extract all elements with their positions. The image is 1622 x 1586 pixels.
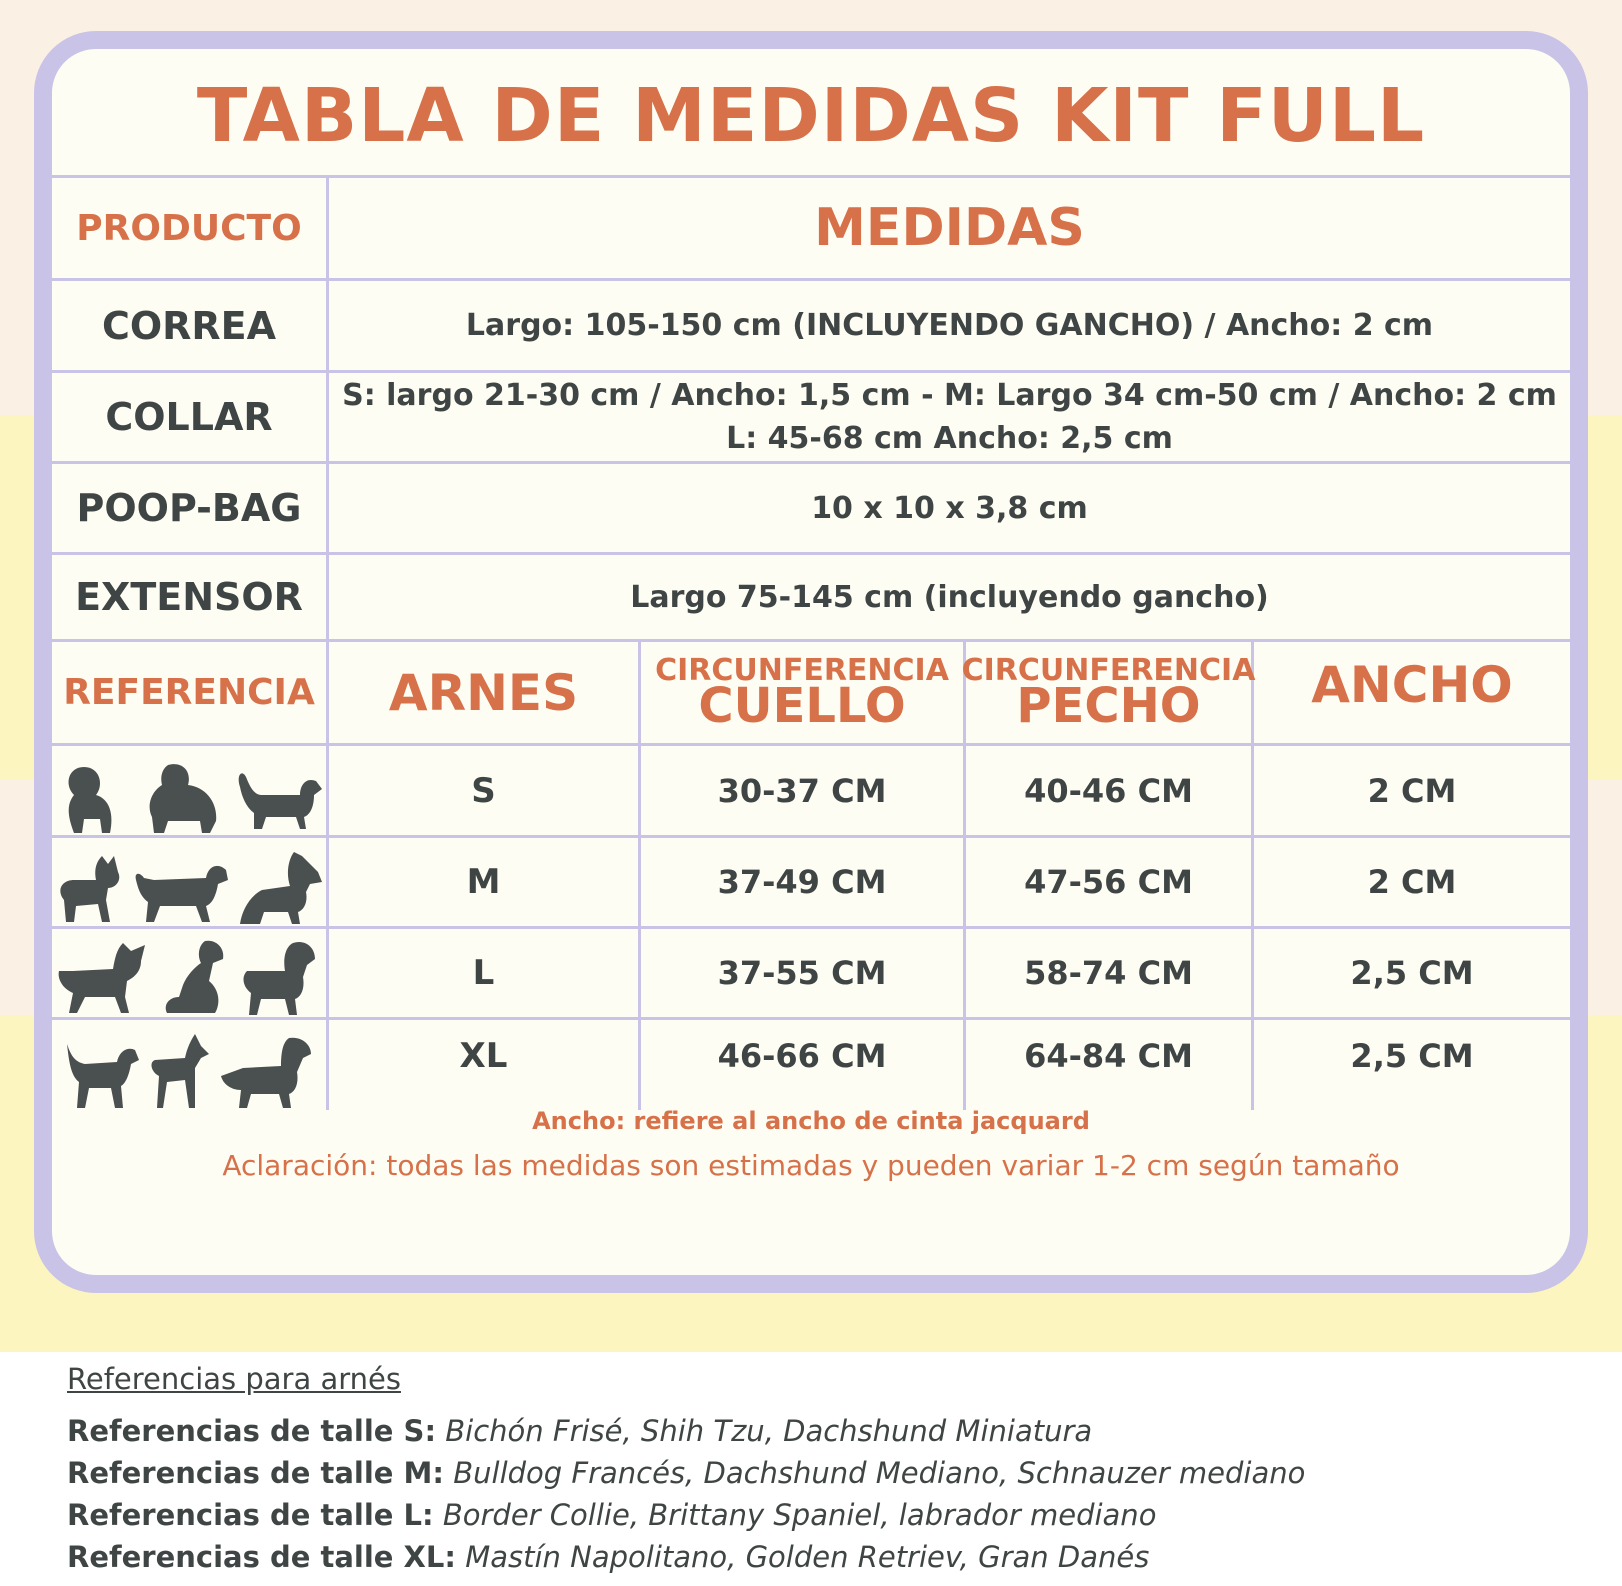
- reference-l: Referencias de talle L: Border Collie, Brittany Spaniel, labrador mediano: [67, 1498, 1157, 1532]
- header-referencia: REFERENCIA: [63, 672, 315, 713]
- size-table-card: [34, 31, 1588, 1293]
- dog-silhouette-icon: [217, 1032, 317, 1110]
- header-medidas: MEDIDAS: [814, 198, 1085, 258]
- reference-xl: Referencias de talle XL: Mastín Napolitano, Golden Retriev, Gran Danés: [67, 1540, 1150, 1574]
- reference-dogs-s: [52, 746, 326, 835]
- product-measure-poop-bag: 10 x 10 x 3,8 cm: [811, 490, 1088, 526]
- reference-dogs-xl: [52, 1020, 326, 1110]
- ancho-s: 2 CM: [1367, 771, 1457, 810]
- cuello-m: 37-49 CM: [717, 863, 887, 901]
- pecho-m: 47-56 CM: [1024, 863, 1193, 901]
- cuello-l: 37-55 CM: [717, 954, 887, 992]
- pecho-xl: 64-84 CM: [1024, 1037, 1193, 1075]
- references-title: Referencias para arnés: [67, 1362, 401, 1396]
- dog-silhouette-icon: [61, 1032, 141, 1110]
- reference-m: Referencias de talle M: Bulldog Francés, Dachshund Mediano, Schnauzer mediano: [67, 1456, 1306, 1490]
- size-xl: XL: [459, 1036, 508, 1076]
- reference-s: Referencias de talle S: Bichón Frisé, Shih Tzu, Dachshund Miniatura: [67, 1414, 1093, 1448]
- size-s: S: [471, 770, 496, 811]
- ancho-xl: 2,5 CM: [1350, 1037, 1474, 1075]
- header-circunferencia-pecho: CIRCUNFERENCIA PECHO: [961, 652, 1256, 734]
- header-ancho: ANCHO: [1311, 655, 1513, 714]
- dog-silhouette-icon: [138, 755, 226, 835]
- header-producto: PRODUCTO: [76, 207, 302, 249]
- dog-silhouette-icon: [145, 1032, 213, 1110]
- ancho-m: 2 CM: [1367, 863, 1457, 901]
- dog-silhouette-icon: [52, 850, 126, 926]
- pecho-l: 58-74 CM: [1024, 954, 1193, 992]
- dog-silhouette-icon: [54, 755, 134, 835]
- page-title: TABLA DE MEDIDAS KIT FULL: [196, 73, 1426, 159]
- product-name-collar: COLLAR: [105, 395, 273, 439]
- dog-silhouette-icon: [237, 937, 325, 1017]
- dog-silhouette-icon: [234, 846, 326, 926]
- pecho-s: 40-46 CM: [1024, 771, 1193, 810]
- ancho-l: 2,5 CM: [1350, 954, 1474, 992]
- reference-dogs-l: [52, 929, 326, 1017]
- reference-dogs-m: [52, 838, 326, 926]
- size-m: M: [466, 862, 501, 902]
- product-name-extensor: EXTENSOR: [75, 575, 303, 619]
- dog-silhouette-icon: [230, 755, 324, 835]
- dog-silhouette-icon: [53, 937, 149, 1017]
- product-measure-collar: S: largo 21-30 cm / Ancho: 1,5 cm - M: Largo 34 cm-50 cm / Ancho: 2 cm L: 45-68 cm Ancho: 2,5 cm: [342, 378, 1557, 456]
- size-l: L: [472, 953, 495, 993]
- product-name-correa: CORREA: [101, 303, 277, 348]
- cuello-s: 30-37 CM: [717, 771, 887, 810]
- dog-silhouette-icon: [130, 850, 230, 926]
- header-circunferencia-cuello: CIRCUNFERENCIA CUELLO: [655, 652, 949, 734]
- product-measure-correa: Largo: 105-150 cm (INCLUYENDO GANCHO) / Ancho: 2 cm: [465, 308, 1434, 343]
- aclaracion-note: Aclaración: todas las medidas son estimadas y pueden variar 1-2 cm según tamaño: [222, 1149, 1400, 1182]
- ancho-note: Ancho: refiere al ancho de cinta jacquard: [532, 1107, 1090, 1135]
- references-section: [67, 1362, 1305, 1578]
- product-name-poop-bag: POOP-BAG: [76, 486, 302, 530]
- dog-silhouette-icon: [153, 937, 233, 1017]
- header-arnes: ARNES: [388, 663, 579, 722]
- product-measure-extensor: Largo 75-145 cm (incluyendo gancho): [630, 579, 1269, 615]
- cuello-xl: 46-66 CM: [717, 1037, 887, 1075]
